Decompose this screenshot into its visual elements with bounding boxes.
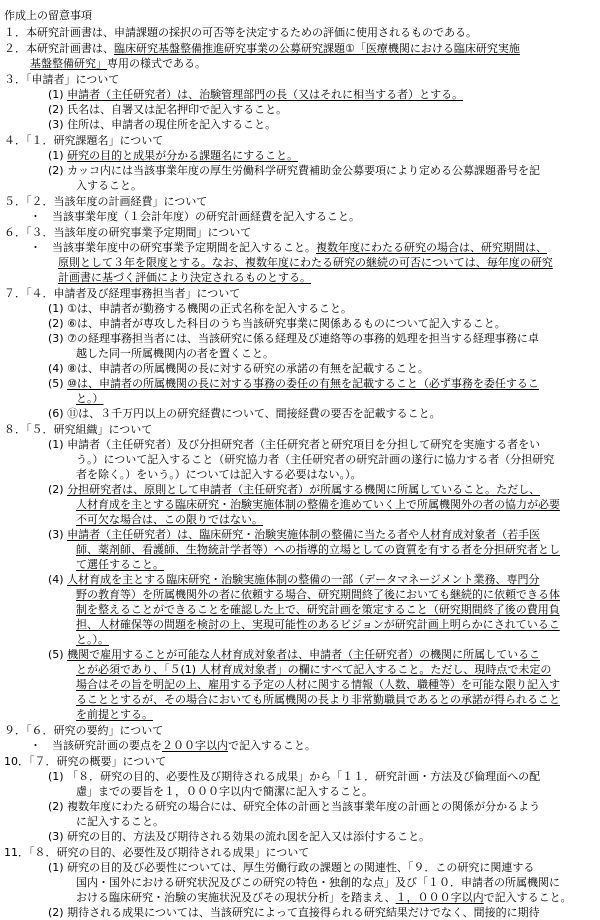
document-line (30, 241, 547, 255)
underlined-text: 不可欠な場合は、この限りではない。 (76, 513, 263, 526)
document-line (48, 88, 463, 102)
document-line (48, 407, 441, 421)
document-line (48, 906, 540, 920)
line-text: 専用の様式である。 (107, 57, 206, 70)
underlined-text: 人材育成を主とする臨床研究・治験実施体制の整備の一部（データマネージメント業務、専門分 (67, 573, 540, 586)
underlined-text: て選任すること。 (76, 558, 164, 571)
document-line (4, 755, 166, 769)
document-line (4, 226, 251, 240)
document-line (30, 57, 206, 71)
line-text: (5) (48, 377, 68, 390)
document-line (76, 876, 560, 890)
document-line (4, 9, 92, 23)
underlined-text: 臨床研究基盤整備推進研究事業の公募研究課題①「医療機関における臨床研究実施 (114, 42, 520, 55)
document-line (58, 256, 553, 270)
document-line (48, 800, 540, 814)
document-line (48, 573, 540, 587)
document-line (76, 468, 362, 482)
underlined-text: ることとするが、その場合においても所属機関の長より非常勤職員であるとの承諾が得られること (76, 693, 560, 706)
document-line (48, 302, 352, 316)
line-text: ７．「４．申請者及び経理事務担当者」について (4, 287, 241, 300)
document-line (76, 618, 560, 632)
line-text: (1) 研究の目的及び必要性については、厚生労働行政の課題との関連性、「９．この研究に関連する (48, 861, 535, 874)
document-line (76, 392, 104, 406)
document-line (30, 210, 360, 224)
document-line (76, 815, 164, 829)
document-line (76, 347, 274, 361)
line-text: ９．「６．研究の要約」について (4, 724, 164, 737)
underlined-text: ２００字以内 (162, 739, 228, 752)
line-text: (3) 研究の目的、方法及び期待される効果の流れ図を記入又は添付すること。 (48, 830, 431, 843)
document-line (76, 891, 572, 905)
document-line (48, 362, 429, 376)
document-line (48, 332, 539, 346)
underlined-text: を前提とする。 (76, 708, 153, 721)
line-text: (6) ⑪は、３千万円以上の研究経費について、間接経費の要否を記載すること。 (48, 407, 441, 420)
line-text: ・ 当該研究計画の要点を (30, 739, 162, 752)
line-text: (4) (48, 573, 68, 586)
document-line (4, 73, 119, 87)
document-line (76, 663, 551, 677)
underlined-text: 分担研究者は、原則として申請者（主任研究者）が所属する機関に所属していること。ただし、 (67, 483, 541, 496)
underlined-text: 複数年度にわたる研究の場合は、研究期間は、 (316, 241, 547, 254)
underlined-text: 研究の目的と成果が分かる課題名にすること。 (67, 149, 299, 162)
underlined-text: と。）。 (76, 633, 109, 646)
document-line (76, 603, 560, 617)
underlined-text: 師、薬剤師、看護師、生物統計学者等）への指導的立場としての資質を有する者を分担研究者とし (76, 543, 560, 556)
line-text: (3) (48, 528, 68, 541)
underlined-text: 野の教育等）を所属機関外の者に依頼する場合、研究期間終了後においても継続的に依頼できる体 (76, 588, 560, 601)
document-line (76, 678, 560, 692)
underlined-text: 担、人材確保等の問題を検討の上、実現可能性のあるビジョンが研究計画上明らかにされているこ (76, 618, 560, 631)
line-text: (2) (48, 483, 68, 496)
document-line (48, 149, 298, 163)
document-line (48, 648, 540, 662)
line-text: 10．「７．研究の概要」について (4, 755, 167, 768)
underlined-text: とが必須であり、「５(1) 人材育成対象者」の欄にすべて記入すること。ただし、現時点で未定の (76, 663, 552, 676)
line-text: 国内・国外における研究状況及びこの研究の特色・独創的な点」及び「１０．申請者の所属機関に (76, 876, 560, 889)
line-text: (5) (48, 648, 68, 661)
document-line (76, 785, 373, 799)
line-text: ３．「申請者」について (4, 73, 120, 86)
document-line (76, 558, 164, 572)
underlined-text: 申請者（主任研究者）は、臨床研究・治験実施体制の整備に当たる者や人材育成対象者（若手医 (67, 528, 541, 541)
document-line (48, 861, 534, 875)
line-text: (1) 「８．研究の目的、必要性及び期待される成果」から「１１．研究計画・方法及び倫理面への配 (48, 770, 541, 783)
line-text: ６．「３．当該年度の研究事業予定期間」について (4, 226, 252, 239)
underlined-text: 機関で雇用することが可能な人材育成対象者は、申請者（主任研究者）の機関に所属しているこ (67, 648, 541, 661)
document-line (76, 513, 263, 527)
line-text: う。）について記入すること（研究協力者（主任研究者の研究計画の遂行に協力する者（分担研究 (76, 453, 555, 466)
document-line (4, 134, 163, 148)
document-line (76, 588, 560, 602)
document-line (48, 377, 539, 391)
line-text: おける臨床研究・治験の実施状況及びその現状分析」を踏まえ、 (76, 891, 396, 904)
document-line (4, 195, 207, 209)
document-line (48, 830, 430, 844)
line-text: で記入すること。 (483, 891, 572, 904)
underlined-text: 申請者（主任研究者）は、治験管理部門の長（又はそれに相当する者）とする。 (67, 88, 464, 101)
document-line (4, 423, 152, 437)
underlined-text: と。） (76, 392, 104, 405)
underlined-text: 基盤整備研究」 (30, 57, 107, 70)
underlined-text: 原則として３年を限度とする。なお、複数年度にわたる研究の継続の可否については、毎年度の研究 (58, 256, 553, 269)
document-line (48, 164, 540, 178)
line-text: ・ 当該事業年度中の研究事業予定期間を記入すること。 (30, 241, 316, 254)
line-text: (2) ⑥は、申請者が専攻した科目のうち当該研究事業に関係あるものについて記入すること。 (48, 317, 506, 330)
line-text: (1) ①は、申請者が勤務する機関の正式名称を記入すること。 (48, 302, 352, 315)
document-line (48, 528, 540, 542)
line-text: (2) 期待される成果については、当該研究によって直接得られる研究結果だけでなく、間接的に期待 (48, 906, 540, 919)
line-text: ５．「２．当該年度の計画経費」について (4, 195, 208, 208)
underlined-text: 人材育成を主とする臨床研究・治験実施体制の整備を進めていく上で所属機関外の者の協力が必要 (76, 498, 560, 511)
document-line (4, 42, 520, 56)
document-line (76, 633, 109, 647)
document-line (4, 846, 309, 860)
document-line (76, 693, 560, 707)
line-text: １．本研究計画書は、申請課題の採択の可否等を決定するための評価に使用されるものである。 (4, 26, 477, 39)
line-text: (3) 住所は、申請者の現住所を記入すること。 (48, 118, 277, 131)
underlined-text: ⑩は、申請者の所属機関の長に対する事務の委任の有無を記載すること（必ず事務を委任するこ (67, 377, 539, 390)
document-line (58, 271, 311, 285)
line-text: で記入すること。 (228, 739, 316, 752)
document-line (4, 26, 477, 40)
underlined-text: 場合はその旨を明記の上、雇用する予定の人材に関する情報（人数、職種等）を可能な限り記入す (76, 678, 560, 691)
document-line (76, 179, 142, 193)
line-text: ８．「５．研究組織」について (4, 423, 153, 436)
line-text: (4) ⑧は、申請者の所属機関の長に対する研究の承諾の有無を記載すること。 (48, 362, 429, 375)
line-text: に記入すること。 (76, 815, 164, 828)
line-text: (2) 氏名は、自署又は記名押印で記入すること。 (48, 103, 288, 116)
line-text: (3) ⑦の経理事務担当者には、当該研究に係る経理及び連絡等の事務的処理を担当する経理事務に卓 (48, 332, 539, 345)
line-text: (1) (48, 149, 68, 162)
document-line (48, 770, 540, 784)
line-text: ・ 当該事業年度（１会計年度）の研究計画経費を記入すること。 (30, 210, 360, 223)
line-text: (2) 複数年度にわたる研究の場合には、研究全体の計画と当該事業年度の計画との関係が分かるよう (48, 800, 541, 813)
underlined-text: 制を整えることができることを確認した上で、研究計画を策定すること（研究期間終了後の費用負 (76, 603, 560, 616)
line-text: 越した同一所属機関内の者を置くこと。 (76, 347, 274, 360)
line-text: ４．「１．研究課題名」について (4, 134, 164, 147)
line-text: (2) カッコ内には当該事業年度の厚生労働科学研究費補助金公募要項により定める公募課題番号を記 (48, 164, 540, 177)
line-text: 入すること。 (76, 179, 142, 192)
underlined-text: 計画書に基づく評価により決定されるものとする。 (58, 271, 311, 284)
document-line (48, 317, 506, 331)
document-line (76, 498, 560, 512)
line-text: (1) 申請者（主任研究者）及び分担研究者（主任研究者と研究項目を分担して研究を実施する者をい (48, 438, 541, 451)
document-line (4, 287, 240, 301)
line-text: 慮」までの要旨を１，０００字以内で簡潔に記入すること。 (76, 785, 373, 798)
line-text: 11．「８．研究の目的、必要性及び期待される成果」について (4, 846, 310, 859)
line-text: (1) (48, 88, 68, 101)
document-line (76, 543, 560, 557)
line-text: 作成上の留意事項 (4, 9, 92, 22)
document-line (48, 483, 540, 497)
document-line (48, 118, 276, 132)
document-line (76, 708, 153, 722)
line-text: 者を除く。）をいう。）については記入する必要はない。）。 (76, 468, 362, 481)
document-line (76, 453, 554, 467)
underlined-text: １，０００字以内 (395, 891, 484, 904)
line-text: ２．本研究計画書は、 (4, 42, 114, 55)
document-line (4, 724, 163, 738)
document-line (30, 739, 316, 753)
document-line (48, 103, 287, 117)
document-line (48, 438, 540, 452)
